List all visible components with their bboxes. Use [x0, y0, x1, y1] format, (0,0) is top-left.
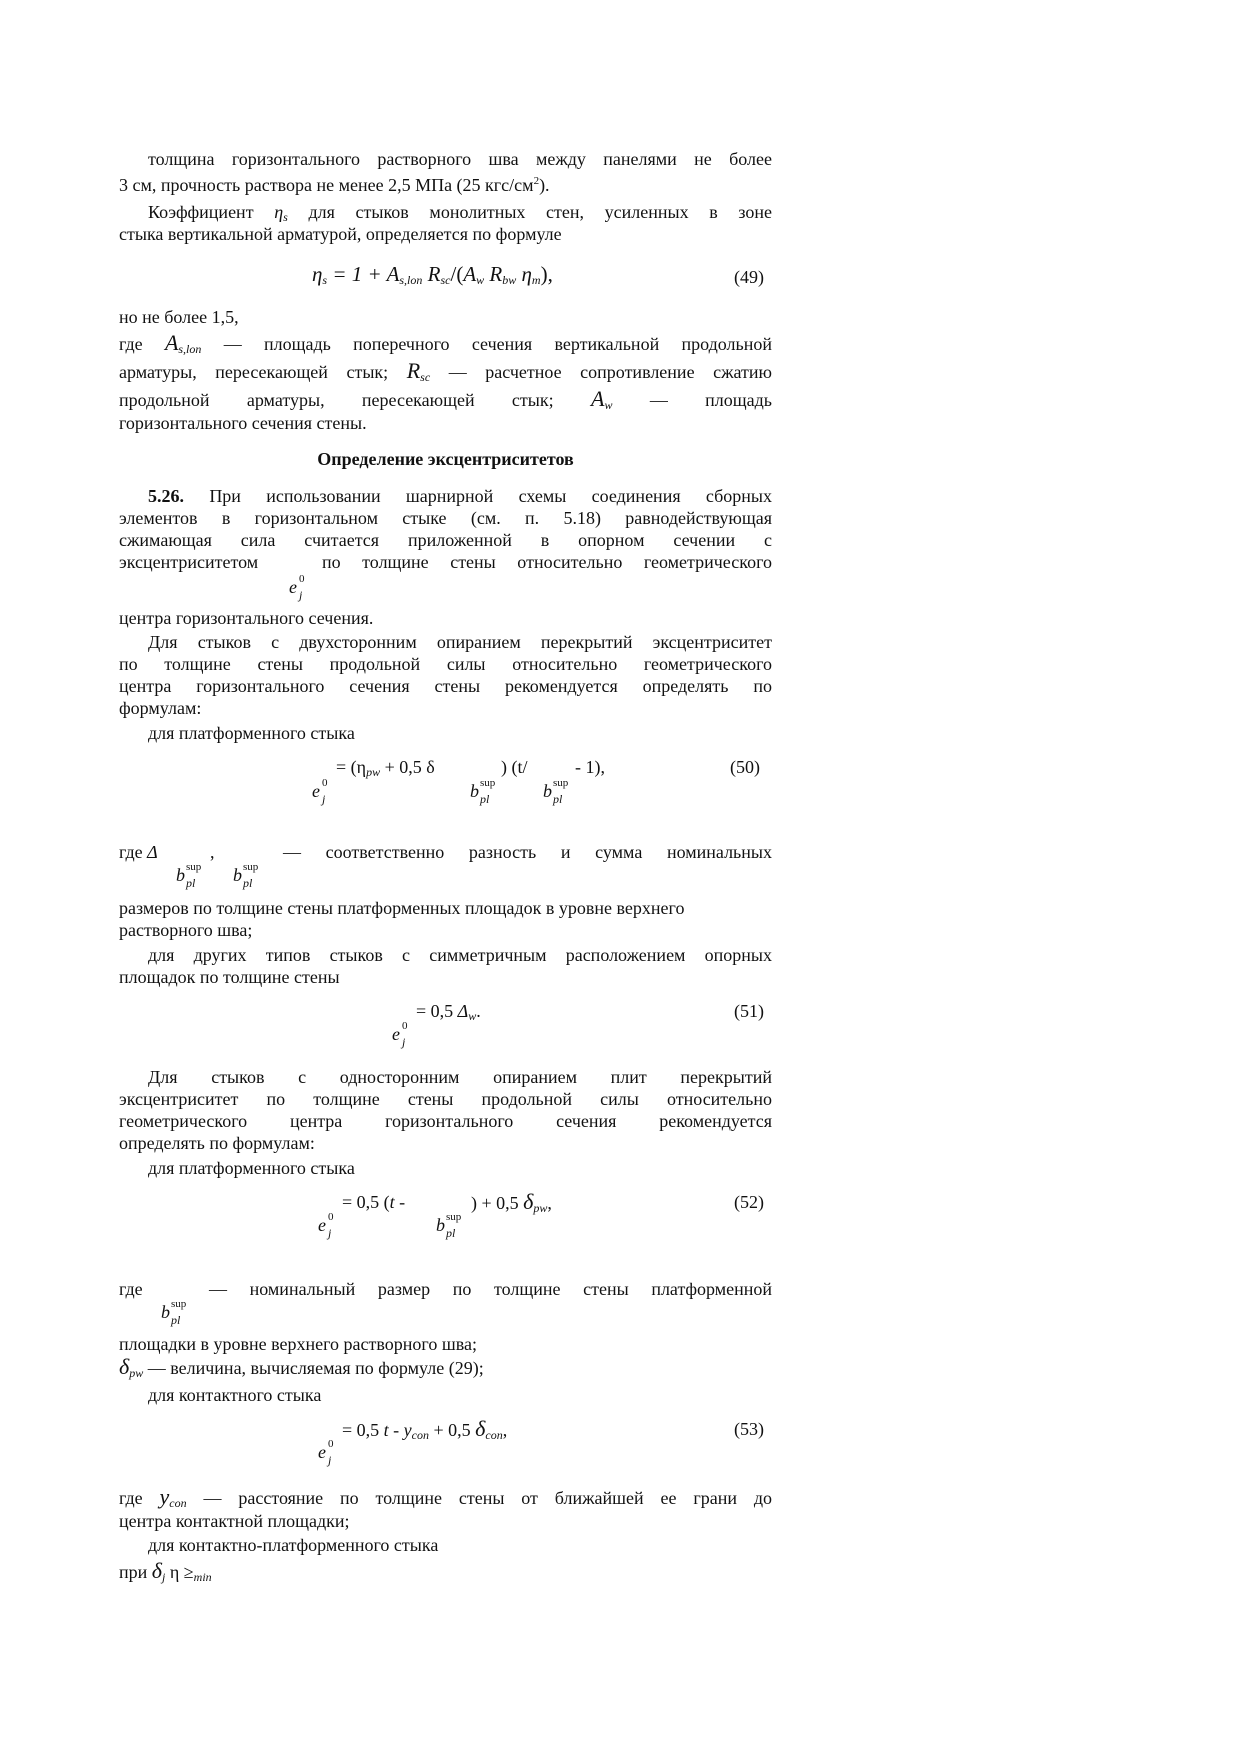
- paragraph-other-joints-line2: площадок по толщине стены: [119, 967, 340, 987]
- equation-50-part2: ) (t/: [501, 757, 528, 777]
- equation-53: = 0,5 $t - y_{con} + 0,5$ $\delta_{con}$,: [342, 1416, 508, 1442]
- paragraph-where-ycon: где $y_{con}$ — расстояние по толщине стены от ближайшей ее грани до: [119, 1484, 773, 1510]
- paragraph-one-sided-line2: эксцентриситет по толщине стены продольной силы относительно: [119, 1089, 772, 1109]
- paragraph-delta-pw: $\delta_{pw}$ — величина, вычисляемая по формуле (29);: [119, 1354, 484, 1380]
- paragraph-mortar-joint: толщина горизонтального растворного шва между панелями не более: [148, 149, 772, 169]
- section-heading: Определение эксцентриситетов: [317, 449, 574, 469]
- paragraph-other-joints: для других типов стыков с симметричным расположением опорных: [148, 945, 772, 965]
- clause-number: 5.26.: [148, 486, 184, 506]
- paragraph-one-sided: Для стыков с односторонним опиранием плит перекрытий: [148, 1067, 772, 1087]
- equation-number-53: (53): [734, 1419, 764, 1439]
- paragraph-coefficient: Коэффициент $\eta_s$ для стыков монолитных стен, усиленных в зоне: [148, 202, 773, 224]
- paragraph-where-b-line2: площадки в уровне верхнего растворного шва;: [119, 1334, 477, 1354]
- paragraph-where-delta-line2: размеров по толщине стены платформенных площадок в уровне верхнего: [119, 898, 685, 918]
- symbol-e-j-0: e 0 j: [312, 777, 328, 806]
- symbol-b-pl-sup: b sup pl: [176, 861, 202, 890]
- symbol-e-j-0: e 0 j: [392, 1020, 408, 1049]
- paragraph-5-26-line4b: по толщине стены относительно геометрического: [322, 552, 772, 572]
- equation-number-52: (52): [734, 1192, 764, 1212]
- paragraph-two-sided-line3: центра горизонтального сечения стены рекомендуется определять по: [119, 676, 772, 696]
- paragraph-two-sided: Для стыков с двухсторонним опиранием перекрытий эксцентриситет: [148, 632, 772, 652]
- paragraph-where-as-line3: продольной арматуры, пересекающей стык; $A_w$ — площадь: [119, 386, 772, 412]
- paragraph-5-26-line4a: эксцентриситетом: [119, 552, 259, 572]
- paragraph-mortar-joint-line2: 3 см, прочность раствора не менее 2,5 МПа (25 кгс/$см^2$).: [119, 175, 550, 195]
- equation-number-51: (51): [734, 1001, 764, 1021]
- equation-51: = 0,5 $\Delta_w$.: [416, 1001, 481, 1023]
- paragraph-5-26: 5.26. При использовании шарнирной схемы соединения сборных: [148, 486, 773, 506]
- equation-52-part2: ) + 0,5 $\delta_{pw}$,: [471, 1189, 552, 1215]
- equation-50-part3: - 1),: [575, 757, 605, 777]
- paragraph-coefficient-line2: стыка вертикальной арматурой, определяется по формуле: [119, 224, 562, 244]
- paragraph-contact-platform-joint: для контактно-платформенного стыка: [148, 1535, 439, 1555]
- equation-52: = 0,5 (t -: [342, 1192, 406, 1212]
- paragraph-where-delta-line3: растворного шва;: [119, 920, 253, 940]
- symbol-b-pl-sup: b sup pl: [543, 777, 569, 806]
- symbol-e-j-0: e 0 j: [318, 1211, 334, 1240]
- paragraph-one-sided-line4: определять по формулам:: [119, 1133, 315, 1153]
- paragraph-platform-joint: для платформенного стыка: [148, 723, 355, 743]
- paragraph-where-as: где $A_{s,lon}$ — площадь поперечного сечения вертикальной продольной: [119, 330, 772, 356]
- paragraph-not-more: но не более 1,5,: [119, 307, 239, 327]
- symbol-b-pl-sup: b sup pl: [233, 861, 259, 890]
- paragraph-where-b-b: — номинальный размер по толщине стены платформенной: [209, 1279, 772, 1299]
- paragraph-two-sided-line4: формулам:: [119, 698, 202, 718]
- symbol-b-pl-sup: b sup pl: [161, 1298, 187, 1327]
- symbol-e-j-0: e 0 j: [318, 1438, 334, 1467]
- equation-50: = ($\eta_{pw} + 0,5$ δ: [336, 757, 435, 779]
- paragraph-5-26-line3: сжимающая сила считается приложенной в опорном сечении с: [119, 530, 772, 550]
- equation-number-50: (50): [730, 757, 760, 777]
- paragraph-where-as-line4: горизонтального сечения стены.: [119, 413, 367, 433]
- paragraph-platform-joint-2: для платформенного стыка: [148, 1158, 355, 1178]
- paragraph-where-delta-comma: ,: [210, 842, 215, 862]
- paragraph-5-26-line2: элементов в горизонтальном стыке (см. п. 5.18) равнодействующая: [119, 508, 772, 528]
- paragraph-where-b-a: где: [119, 1279, 143, 1299]
- paragraph-contact-joint: для контактного стыка: [148, 1385, 322, 1405]
- paragraph-two-sided-line2: по толщине стены продольной силы относительно геометрического: [119, 654, 772, 674]
- paragraph-condition: при $\delta_j$ $\eta \ge_{min}$: [119, 1558, 212, 1584]
- symbol-b-pl-sup: b sup pl: [470, 777, 496, 806]
- paragraph-where-ycon-line2: центра контактной площадки;: [119, 1511, 350, 1531]
- equation-number-49: (49): [734, 267, 764, 287]
- symbol-e-j-0: e 0 j: [289, 573, 305, 602]
- paragraph-where-as-line2: арматуры, пересекающей стык; $R_{sc}$ — расчетное сопротивление сжатию: [119, 358, 772, 384]
- symbol-b-pl-sup: b sup pl: [436, 1211, 462, 1240]
- paragraph-5-26-line5: центра горизонтального сечения.: [119, 608, 374, 628]
- equation-49: $\eta_s = 1 + A_{s,lon}$ $R_{sc}/(A_w$ $R_{bw}$ $\eta_m$),: [312, 262, 553, 287]
- paragraph-one-sided-line3: геометрического центра горизонтального сечения рекомендуется: [119, 1111, 772, 1131]
- paragraph-where-delta-a: где Δ: [119, 842, 158, 862]
- paragraph-where-delta-b: — соответственно разность и сумма номинальных: [283, 842, 772, 862]
